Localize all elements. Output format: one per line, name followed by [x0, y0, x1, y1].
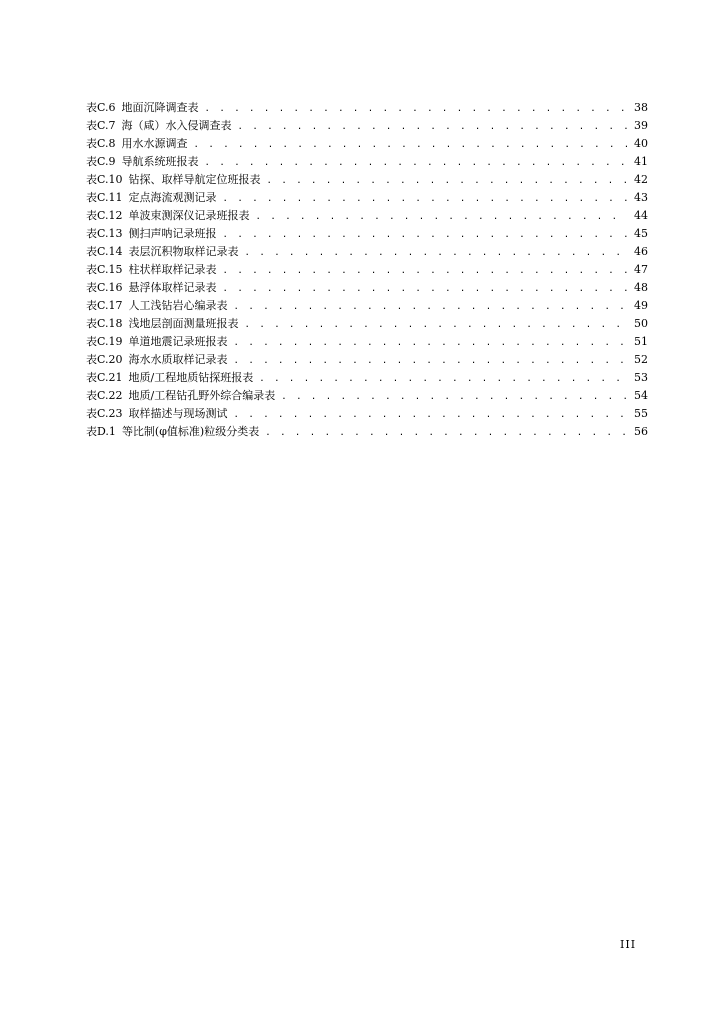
toc-entry[interactable]: [86, 99, 648, 117]
toc-leader-dots: [234, 352, 628, 370]
toc-entry[interactable]: [86, 369, 648, 387]
toc-leader-dots: [259, 370, 628, 388]
toc-entry-title: 海（咸）水入侵调查表: [121, 119, 232, 132]
toc-entry-title: 地面沉降调查表: [121, 101, 199, 114]
toc-entry[interactable]: [86, 405, 648, 423]
toc-entry-page: 55: [634, 407, 648, 420]
toc-entry-page: 46: [634, 245, 648, 258]
toc-leader-dots: [234, 334, 628, 352]
toc-entry-label: 表C.12: [86, 209, 123, 222]
toc-entry-label: 表C.13: [86, 227, 123, 240]
toc-entry-page: 40: [634, 137, 648, 150]
toc-entry-title: 取样描述与现场测试: [128, 407, 228, 420]
toc-entry-title: 用水水源调查: [121, 137, 188, 150]
toc-leader-dots: [265, 424, 628, 442]
toc-entry[interactable]: [86, 207, 648, 225]
toc-entry-page: 38: [634, 101, 648, 114]
toc-entry-title: 地质/工程地质钻探班报表: [128, 371, 254, 384]
toc-entry-page: 52: [634, 353, 648, 366]
toc-leader-dots: [234, 298, 628, 316]
toc-entry-title: 单道地震记录班报表: [128, 335, 228, 348]
toc-entry-title: 海水水质取样记录表: [128, 353, 228, 366]
toc-leader-dots: [234, 406, 628, 424]
toc-entry-page: 51: [634, 335, 648, 348]
toc-entry-title: 等比制(φ值标准)粒级分类表: [121, 425, 260, 438]
toc-entry-title: 人工浅钻岩心编录表: [128, 299, 228, 312]
toc-entry-title: 导航系统班报表: [121, 155, 199, 168]
toc-entry-page: 53: [634, 371, 648, 384]
toc-entry[interactable]: [86, 117, 648, 135]
toc-leader-dots: [223, 262, 628, 280]
toc-entry-label: 表C.11: [86, 191, 123, 204]
toc-leader-dots: [223, 190, 628, 208]
toc-entry[interactable]: [86, 153, 648, 171]
toc-entry[interactable]: [86, 423, 648, 441]
toc-entry-label: 表C.20: [86, 353, 123, 366]
toc-entry-title: 地质/工程钻孔野外综合编录表: [128, 389, 276, 402]
toc-entry[interactable]: [86, 243, 648, 261]
toc-entry-label: 表C.16: [86, 281, 123, 294]
toc-entry-label: 表C.18: [86, 317, 123, 330]
toc-leader-dots: [281, 388, 628, 406]
toc-entry[interactable]: [86, 189, 648, 207]
page-number: III: [620, 938, 637, 951]
toc-entry-page: 54: [634, 389, 648, 402]
toc-entry-label: 表C.15: [86, 263, 123, 276]
toc-entry[interactable]: [86, 333, 648, 351]
toc-entry-title: 悬浮体取样记录表: [128, 281, 217, 294]
toc-entry-page: 49: [634, 299, 648, 312]
toc-entry-label: 表C.23: [86, 407, 123, 420]
toc-entry-page: 44: [634, 209, 648, 222]
toc-entry-label: 表C.21: [86, 371, 123, 384]
toc-entry[interactable]: [86, 351, 648, 369]
toc-leader-dots: [205, 154, 628, 172]
toc-entry-page: 47: [634, 263, 648, 276]
toc-entry-title: 浅地层剖面测量班报表: [128, 317, 239, 330]
toc-entry-label: 表C.8: [86, 137, 116, 150]
toc-entry-label: 表C.9: [86, 155, 116, 168]
toc-entry-title: 定点海流观测记录: [128, 191, 217, 204]
toc-entry[interactable]: [86, 135, 648, 153]
toc-entry[interactable]: [86, 387, 648, 405]
toc-entry-label: 表C.10: [86, 173, 123, 186]
toc-entry[interactable]: [86, 297, 648, 315]
toc-leader-dots: [256, 208, 628, 226]
toc-leader-dots: [238, 118, 628, 136]
toc-entry[interactable]: [86, 225, 648, 243]
toc-entry-page: 50: [634, 317, 648, 330]
toc-entry[interactable]: [86, 279, 648, 297]
toc-entry-title: 单波束测深仪记录班报表: [128, 209, 250, 222]
toc-leader-dots: [245, 316, 628, 334]
toc-leader-dots: [205, 100, 628, 118]
toc-entry-page: 42: [634, 173, 648, 186]
toc-leader-dots: [223, 226, 628, 244]
toc-entry-page: 45: [634, 227, 648, 240]
toc-entry-label: 表D.1: [86, 425, 116, 438]
toc-entry-label: 表C.19: [86, 335, 123, 348]
toc-entry-label: 表C.6: [86, 101, 116, 114]
toc-entry-label: 表C.17: [86, 299, 123, 312]
toc-entry-page: 56: [634, 425, 648, 438]
table-of-contents: [86, 99, 648, 441]
toc-entry-label: 表C.22: [86, 389, 123, 402]
toc-leader-dots: [267, 172, 628, 190]
toc-entry[interactable]: [86, 315, 648, 333]
toc-entry-title: 柱状样取样记录表: [128, 263, 217, 276]
toc-entry-label: 表C.7: [86, 119, 116, 132]
toc-leader-dots: [194, 136, 628, 154]
toc-entry-page: 41: [634, 155, 648, 168]
toc-entry[interactable]: [86, 171, 648, 189]
toc-leader-dots: [223, 280, 628, 298]
toc-entry-label: 表C.14: [86, 245, 123, 258]
toc-entry-page: 39: [634, 119, 648, 132]
toc-entry-page: 43: [634, 191, 648, 204]
toc-entry-title: 表层沉积物取样记录表: [128, 245, 239, 258]
toc-leader-dots: [245, 244, 628, 262]
toc-entry[interactable]: [86, 261, 648, 279]
toc-entry-title: 侧扫声呐记录班报: [128, 227, 217, 240]
toc-entry-page: 48: [634, 281, 648, 294]
toc-entry-title: 钻探、取样导航定位班报表: [128, 173, 261, 186]
